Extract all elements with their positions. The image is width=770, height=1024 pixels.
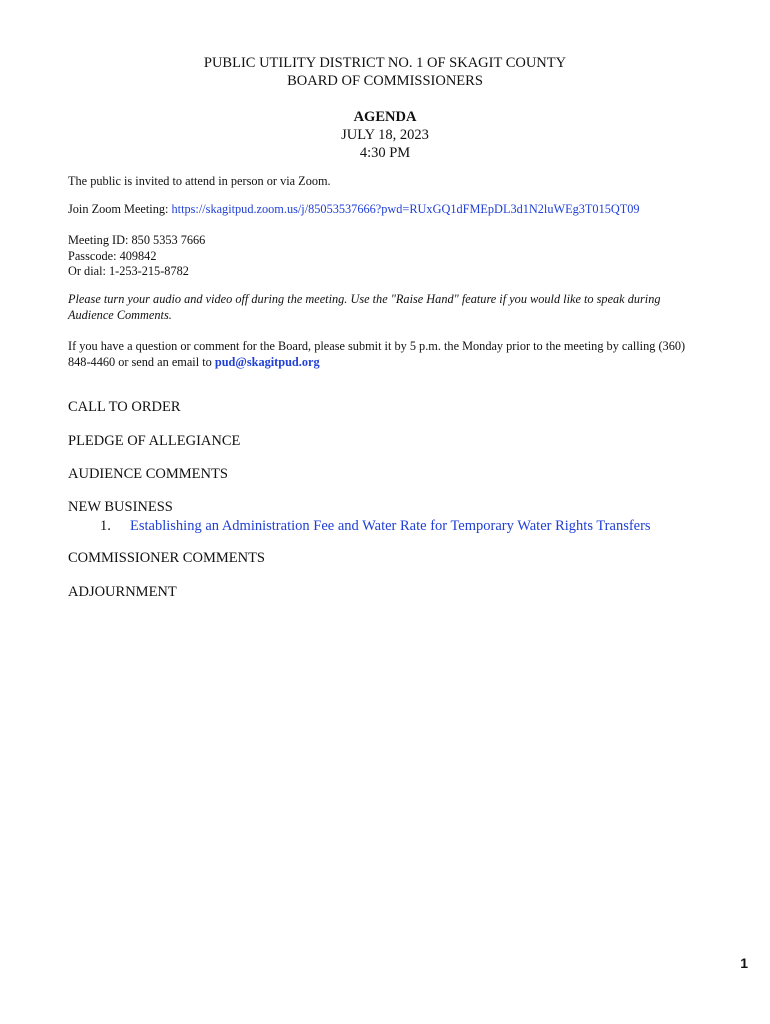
question-paragraph bbox=[68, 339, 698, 370]
agenda-item-new-business: NEW BUSINESS bbox=[68, 499, 173, 515]
meeting-credentials bbox=[68, 233, 708, 280]
agenda-item-call-to-order: CALL TO ORDER bbox=[68, 399, 181, 415]
question-text: If you have a question or comment for the Board, please submit it by 5 p.m. the Monday prior to the meeting by calling (360) 848-4460 or send an email to bbox=[68, 339, 686, 369]
passcode: Passcode: 409842 bbox=[68, 248, 157, 263]
zoom-label: Join Zoom Meeting: bbox=[68, 202, 172, 216]
board-name: BOARD OF COMMISSIONERS bbox=[287, 73, 483, 89]
email-link[interactable]: pud@skagitpud.org bbox=[214, 354, 320, 369]
item-number: 1. bbox=[100, 518, 111, 534]
zoom-line bbox=[68, 202, 708, 218]
meeting-date: JULY 18, 2023 bbox=[341, 127, 429, 143]
agenda-title: AGENDA bbox=[353, 109, 417, 125]
invite-text: The public is invited to attend in person or via Zoom. bbox=[68, 174, 331, 188]
dial-in-number: Or dial: 1-253-215-8782 bbox=[68, 264, 189, 278]
agenda-item-audience-comments: AUDIENCE COMMENTS bbox=[68, 466, 228, 482]
agenda-item-adjournment: ADJOURNMENT bbox=[68, 584, 177, 600]
new-business-item-1 bbox=[100, 517, 651, 535]
meeting-instructions: Please turn your audio and video off during the meeting. Use the "Raise Hand" feature if you would like to speak during Audience Comments. bbox=[68, 292, 661, 322]
zoom-meeting-link[interactable]: https://skagitpud.zoom.us/j/85053537666?pwd=RUxGQ1dFMEpDL3d1N2luWEg3T015QT09 bbox=[171, 202, 640, 216]
district-name: PUBLIC UTILITY DISTRICT NO. 1 OF SKAGIT COUNTY bbox=[203, 55, 567, 71]
page-number: 1 bbox=[740, 955, 748, 971]
item-link-water-rights[interactable]: Establishing an Administration Fee and Water Rate for Temporary Water Rights Transfers bbox=[130, 518, 651, 534]
agenda-header bbox=[0, 54, 770, 162]
meeting-id: Meeting ID: 850 5353 7666 bbox=[68, 233, 206, 247]
agenda-item-commissioner-comments: COMMISSIONER COMMENTS bbox=[68, 550, 265, 566]
agenda-item-pledge: PLEDGE OF ALLEGIANCE bbox=[68, 433, 241, 449]
meeting-time: 4:30 PM bbox=[359, 145, 411, 161]
